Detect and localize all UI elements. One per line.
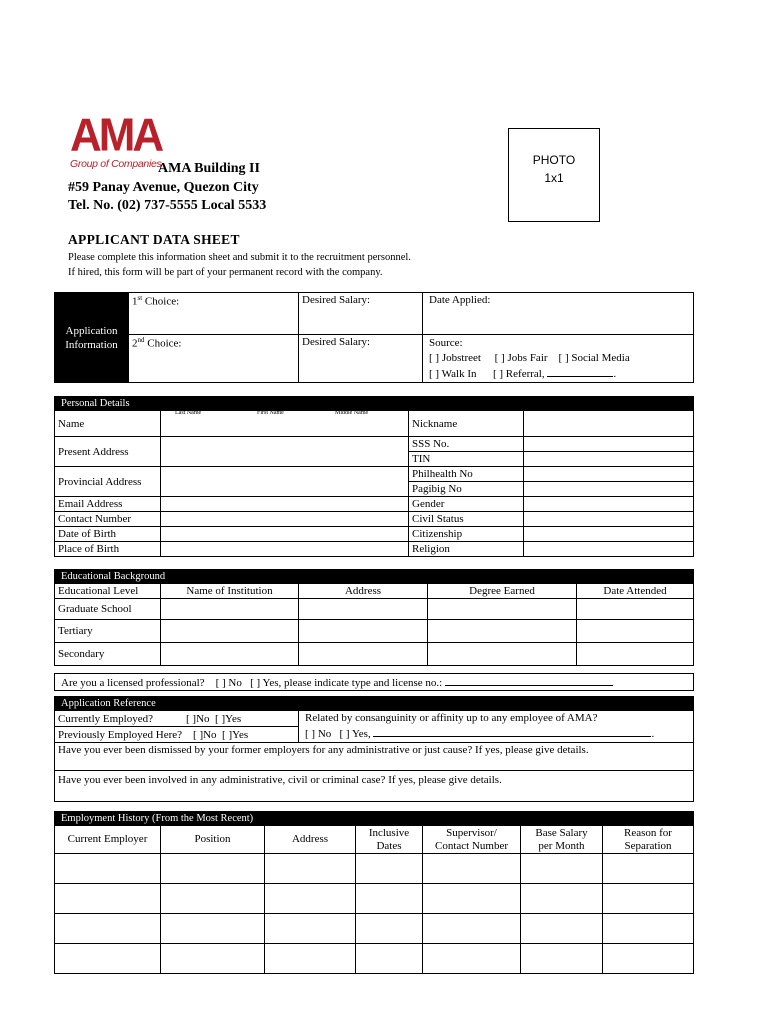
header-tel: Tel. No. (02) 737-5555 Local 5533 [68, 198, 267, 213]
licensed-row [55, 674, 694, 691]
employment-header-supervisor: Supervisor/ Contact Number [423, 826, 521, 854]
company-logo-tagline: Group of Companies [70, 158, 162, 170]
employment-cell[interactable] [423, 944, 521, 974]
employment-history-table [54, 811, 694, 974]
education-table [54, 569, 694, 666]
tin-field[interactable] [524, 452, 694, 467]
previously-employed-label: Previously Employed Here? [58, 728, 183, 741]
first-name-label: First Name [257, 410, 284, 416]
header-address: #59 Panay Avenue, Quezon City [68, 180, 259, 195]
religion-label: Religion [409, 542, 524, 557]
tertiary-institution-field[interactable] [161, 620, 299, 643]
photo-size: 1x1 [544, 171, 564, 185]
email-label: Email Address [55, 497, 161, 512]
currently-employed-row [55, 711, 299, 727]
second-choice-sup: nd [137, 336, 145, 344]
form-title: APPLICANT DATA SHEET [68, 232, 240, 247]
employment-row [55, 944, 694, 974]
tertiary-degree-field[interactable] [428, 620, 577, 643]
desired-salary-2-label: Desired Salary: [302, 336, 371, 348]
employment-cell[interactable] [55, 944, 161, 974]
employment-cell[interactable] [603, 944, 694, 974]
employment-header-reason: Reason for Separation [603, 826, 694, 854]
employment-row [55, 884, 694, 914]
source-walkin-referral: [ ] Walk In [ ] Referral, [429, 368, 545, 380]
secondary-degree-field[interactable] [428, 643, 577, 666]
employment-cell[interactable] [423, 854, 521, 884]
email-field[interactable] [161, 497, 409, 512]
desired-salary-2-field[interactable] [299, 335, 423, 383]
employment-cell[interactable] [356, 854, 423, 884]
second-choice-field[interactable] [129, 335, 299, 383]
employment-cell[interactable] [161, 884, 265, 914]
previously-employed-row [55, 727, 299, 743]
desired-salary-1-label: Desired Salary: [302, 294, 371, 306]
personal-details-table [54, 396, 694, 557]
form-intro [68, 250, 411, 280]
employment-cell[interactable] [265, 944, 356, 974]
education-level-graduate: Graduate School [55, 599, 161, 620]
application-info-table [54, 292, 694, 383]
name-label: Name [55, 411, 161, 437]
employment-row [55, 914, 694, 944]
philhealth-field[interactable] [524, 467, 694, 482]
graduate-date-field[interactable] [577, 599, 694, 620]
philhealth-label: Philhealth No [409, 467, 524, 482]
employment-header-salary: Base Salary per Month [521, 826, 603, 854]
citizenship-label: Citizenship [409, 527, 524, 542]
education-header-degree: Degree Earned [428, 584, 577, 599]
license-underline[interactable] [445, 675, 613, 686]
licensed-table [54, 673, 694, 691]
nickname-label: Nickname [409, 411, 524, 437]
related-question: Related by consanguinity or affinity up to any employee of AMA? [305, 712, 598, 724]
education-header-address: Address [299, 584, 428, 599]
provincial-address-label: Provincial Address [55, 467, 161, 497]
provincial-address-field[interactable] [161, 467, 409, 497]
contact-field[interactable] [161, 512, 409, 527]
source-label: Source: [429, 337, 463, 349]
education-heading: Educational Background [55, 570, 694, 584]
employment-cell[interactable] [423, 914, 521, 944]
sss-field[interactable] [524, 437, 694, 452]
employment-cell[interactable] [356, 944, 423, 974]
employment-cell[interactable] [265, 914, 356, 944]
present-address-field[interactable] [161, 437, 409, 467]
personal-details-heading: Personal Details [55, 397, 694, 411]
employment-cell[interactable] [521, 854, 603, 884]
first-choice-field[interactable] [129, 293, 299, 335]
employment-cell[interactable] [603, 914, 694, 944]
last-name-label: Last Name [175, 410, 202, 416]
secondary-institution-field[interactable] [161, 643, 299, 666]
nickname-field[interactable] [524, 411, 694, 437]
employment-header-employer: Current Employer [55, 826, 161, 854]
photo-box [508, 128, 600, 222]
education-level-secondary: Secondary [55, 643, 161, 666]
second-choice-label: Choice: [144, 337, 182, 350]
source-field[interactable] [423, 335, 694, 383]
civil-status-field[interactable] [524, 512, 694, 527]
intro-line-2: If hired, this form will be part of your permanent record with the company. [68, 267, 383, 278]
first-choice-sup: st [137, 294, 143, 302]
pagibig-field[interactable] [524, 482, 694, 497]
first-choice-num: 1 [132, 295, 138, 308]
header-building: AMA Building II [158, 161, 260, 176]
reference-heading: Application Reference [55, 697, 694, 711]
referral-underline[interactable] [547, 366, 613, 377]
previously-employed-options[interactable]: [ ]No [ ]Yes [193, 728, 249, 741]
secondary-address-field[interactable] [299, 643, 428, 666]
photo-label: PHOTO [532, 153, 576, 167]
tin-label: TIN [409, 452, 524, 467]
employment-cell[interactable] [55, 914, 161, 944]
sss-label: SSS No. [409, 437, 524, 452]
education-header-date: Date Attended [577, 584, 694, 599]
employment-cell[interactable] [265, 854, 356, 884]
employment-cell[interactable] [603, 884, 694, 914]
employment-cell[interactable] [161, 854, 265, 884]
education-header-level: Educational Level [55, 584, 161, 599]
currently-employed-label: Currently Employed? [58, 712, 154, 725]
graduate-institution-field[interactable] [161, 599, 299, 620]
graduate-degree-field[interactable] [428, 599, 577, 620]
employment-cell[interactable] [603, 854, 694, 884]
application-info-label: Application Information [55, 293, 129, 383]
date-applied-field[interactable] [423, 293, 694, 335]
employment-cell[interactable] [521, 914, 603, 944]
employment-cell[interactable] [265, 884, 356, 914]
pob-label: Place of Birth [55, 542, 161, 557]
employment-cell[interactable] [521, 884, 603, 914]
education-level-tertiary: Tertiary [55, 620, 161, 643]
currently-employed-options[interactable]: [ ]No [ ]Yes [186, 712, 242, 725]
dob-label: Date of Birth [55, 527, 161, 542]
employment-cell[interactable] [161, 944, 265, 974]
employment-cell[interactable] [161, 914, 265, 944]
employment-cell[interactable] [356, 914, 423, 944]
gender-field[interactable] [524, 497, 694, 512]
name-field[interactable] [161, 411, 409, 437]
licensed-question: Are you a licensed professional? [61, 677, 205, 689]
employment-header-dates: Inclusive Dates [356, 826, 423, 854]
related-row: Related by consanguinity or affinity up to any employee of AMA? [ ] No [ ] Yes, . [299, 711, 694, 743]
source-options-2[interactable] [429, 366, 690, 382]
citizenship-field[interactable] [524, 527, 694, 542]
dob-field[interactable] [161, 527, 409, 542]
source-end: . [613, 368, 617, 380]
employment-cell[interactable] [55, 884, 161, 914]
education-header-institution: Name of Institution [161, 584, 299, 599]
date-applied-label: Date Applied: [429, 294, 491, 306]
dismissed-question[interactable]: Have you ever been dismissed by your former employers for any administrative or just cause? If yes, please give details. [55, 743, 694, 771]
employment-header-address: Address [265, 826, 356, 854]
related-underline[interactable] [373, 726, 651, 737]
related-options[interactable]: [ ] No [ ] Yes, [305, 728, 371, 740]
secondary-date-field[interactable] [577, 643, 694, 666]
gender-label: Gender [409, 497, 524, 512]
present-address-label: Present Address [55, 437, 161, 467]
intro-line-1: Please complete this information sheet and submit it to the recruitment personnel. [68, 252, 411, 263]
second-choice-num: 2 [132, 337, 138, 350]
tertiary-address-field[interactable] [299, 620, 428, 643]
employment-heading: Employment History (From the Most Recent) [55, 812, 694, 826]
licensed-options[interactable]: [ ] No [ ] Yes, please indicate type and license no.: [215, 677, 443, 689]
civil-status-label: Civil Status [409, 512, 524, 527]
desired-salary-1-field[interactable] [299, 293, 423, 335]
contact-label: Contact Number [55, 512, 161, 527]
middle-name-label: Middle Name [335, 410, 369, 416]
application-reference-table [54, 696, 694, 802]
employment-cell[interactable] [356, 884, 423, 914]
pagibig-label: Pagibig No [409, 482, 524, 497]
graduate-address-field[interactable] [299, 599, 428, 620]
employment-header-position: Position [161, 826, 265, 854]
source-options-1[interactable]: [ ] Jobstreet [ ] Jobs Fair [ ] Social Media [429, 352, 630, 364]
first-choice-label: Choice: [142, 295, 180, 308]
case-question[interactable]: Have you ever been involved in any administrative, civil or criminal case? If yes, please give details. [55, 771, 694, 802]
religion-field[interactable] [524, 542, 694, 557]
employment-cell[interactable] [521, 944, 603, 974]
employment-cell[interactable] [423, 884, 521, 914]
pob-field[interactable] [161, 542, 409, 557]
company-logo: AMA [70, 109, 162, 162]
employment-cell[interactable] [55, 854, 161, 884]
employment-row [55, 854, 694, 884]
tertiary-date-field[interactable] [577, 620, 694, 643]
